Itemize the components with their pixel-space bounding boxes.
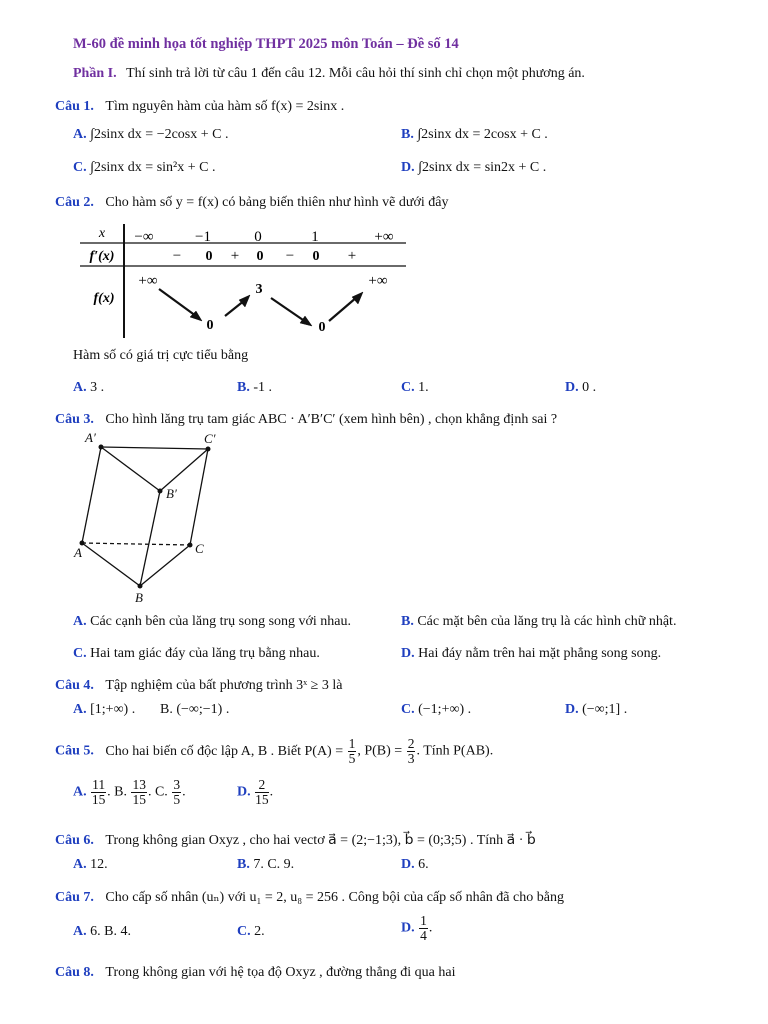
increasing-arrow: [329, 297, 357, 321]
question-6: [55, 832, 536, 849]
question-text: Trong không gian với hệ tọa độ Oxyz , đường thẳng đi qua hai: [105, 965, 456, 980]
q6-option-b[interactable]: [237, 857, 294, 873]
q6-option-d[interactable]: [401, 857, 429, 873]
question-label: Câu 8.: [55, 965, 94, 980]
option-letter: D.: [401, 920, 415, 936]
q3-option-c[interactable]: [73, 646, 320, 662]
option-letter: C.: [401, 380, 415, 395]
x-value: 1: [311, 229, 319, 245]
q6-option-a[interactable]: [73, 857, 108, 873]
option-text: ∫2sinx dx = −2cosx + C .: [90, 127, 229, 142]
fraction: $\frac{3}{5}$: [173, 777, 181, 807]
x-value: −1: [195, 229, 211, 245]
q2-option-d[interactable]: [565, 380, 596, 396]
q3-option-d[interactable]: [401, 646, 661, 662]
question-7: [55, 889, 564, 906]
option-text: 12.: [90, 857, 108, 872]
option-letter: A.: [73, 924, 87, 939]
q3-option-b[interactable]: [401, 614, 676, 630]
decreasing-arrow: [271, 298, 306, 322]
option-letter: C.: [73, 160, 87, 175]
option-letter: D.: [565, 702, 579, 717]
option-text: 1.: [418, 380, 429, 395]
question-label: Câu 4.: [55, 678, 94, 693]
vertex-label: B: [135, 590, 143, 605]
question-4: [55, 678, 342, 694]
option-letter: B.: [237, 857, 250, 872]
fraction: $\frac{13}{15}$: [132, 777, 146, 807]
q2-option-c[interactable]: [401, 380, 429, 396]
q1-option-a[interactable]: [73, 127, 228, 143]
prism-figure: [70, 430, 230, 608]
fraction: $\frac{2}{15}$: [255, 777, 269, 807]
question-8: [55, 965, 455, 981]
q1-option-b[interactable]: [401, 127, 548, 143]
option-letter: B.: [401, 127, 414, 142]
option-letter: A.: [73, 702, 87, 717]
option-letter: A.: [73, 857, 87, 872]
decreasing-arrow: [159, 289, 196, 316]
derivative-sign: +: [347, 248, 357, 264]
q4-option-a[interactable]: [73, 702, 135, 718]
option-letter: C.: [73, 646, 87, 661]
option-text: 2.: [254, 924, 265, 939]
option-text: Hai đáy nằm trên hai mặt phẳng song song.: [418, 646, 662, 661]
question-label: Câu 1.: [55, 99, 94, 114]
option-text: (−∞;1] .: [582, 702, 628, 717]
option-text: 3 .: [90, 380, 105, 395]
option-letter: A.: [73, 614, 87, 629]
derivative-sign: +: [230, 248, 240, 264]
question-text: . Tính P(AB).: [416, 743, 494, 759]
part-text: Thí sinh trả lời từ câu 1 đến câu 12. Mỗi câu hỏi thí sinh chỉ chọn một phương án.: [126, 66, 585, 81]
derivative-zero: 0: [312, 249, 320, 264]
question-text: Tập nghiệm của bất phương trình 3ˣ ≥ 3 là: [105, 678, 343, 693]
q3-option-a[interactable]: [73, 614, 351, 630]
q4-option-c[interactable]: [401, 702, 471, 718]
option-text: ∫2sinx dx = sin²x + C .: [90, 160, 216, 175]
question-label: Câu 3.: [55, 412, 94, 427]
q2-option-a[interactable]: [73, 380, 104, 396]
option-text: 0 .: [582, 380, 597, 395]
document-title: M-60 đề minh họa tốt nghiệp THPT 2025 môn Toán – Đề số 14: [73, 36, 459, 52]
question-2: [55, 195, 449, 211]
question-text: Trong không gian Oxyz , cho hai vectơ a⃗ = (2;−1;3), b⃗ = (0;3;5) . Tính a⃗ · b⃗: [105, 833, 536, 848]
question-1: [55, 99, 344, 115]
vertex-label: B′: [166, 486, 177, 501]
vertex-label: C′: [204, 431, 216, 446]
q4-option-d[interactable]: [565, 702, 627, 718]
question-text: , P(B) =: [357, 743, 403, 759]
x-value: +∞: [374, 229, 394, 245]
derivative-zero: 0: [205, 249, 213, 264]
option-letter: C.: [401, 702, 415, 717]
option-letter: D.: [565, 380, 579, 395]
question-5: [55, 737, 493, 766]
fraction: $\frac{1}{4}$: [420, 913, 427, 943]
question-text: Cho hình lăng trụ tam giác ABC · A′B′C′ (xem hình bên) , chọn khẳng định sai ?: [105, 412, 558, 427]
option-letter: A.: [73, 127, 87, 142]
q1-option-d[interactable]: [401, 160, 546, 176]
fraction: $\frac{11}{15}$: [91, 777, 106, 807]
option-letter: B.: [237, 380, 250, 395]
f-value: 3: [255, 282, 263, 297]
x-row-label: x: [98, 226, 106, 241]
part-instruction: [73, 66, 585, 82]
q5-option-d[interactable]: D. $\frac{2}{15}$ .: [237, 777, 274, 807]
option-letter: A.: [73, 784, 87, 800]
question-label: Câu 5.: [55, 743, 94, 759]
question-text: Cho hàm số y = f(x) có bảng biến thiên như hình vẽ dưới đây: [105, 195, 449, 210]
f-value: +∞: [138, 273, 158, 289]
q2-option-b[interactable]: [237, 380, 272, 396]
option-separator: . B.: [107, 784, 127, 800]
option-text: [1;+∞) .: [90, 702, 136, 717]
option-text: Hai tam giác đáy của lăng trụ bằng nhau.: [90, 646, 320, 661]
fprime-row-label: f′(x): [89, 249, 115, 264]
derivative-sign: −: [285, 248, 295, 264]
q5-options-abc[interactable]: A. $\frac{11}{15}$ . B. $\frac{13}{15}$ . C. $\frac{3}{5}$ .: [73, 777, 186, 807]
f-value: 0: [206, 318, 214, 333]
variation-table: [72, 218, 412, 343]
derivative-sign: −: [172, 248, 182, 264]
f-value: +∞: [368, 273, 388, 289]
q7-option-d[interactable]: D. $\frac{1}{4}$ .: [401, 913, 433, 943]
question-label: Câu 7.: [55, 890, 94, 905]
option-letter: D.: [237, 784, 251, 800]
question-label: Câu 6.: [55, 833, 94, 848]
q7-option-a[interactable]: [73, 924, 131, 940]
option-letter: D.: [401, 160, 415, 175]
option-letter: B.: [401, 614, 414, 629]
option-separator: . C.: [147, 784, 168, 800]
option-text: (−1;+∞) .: [418, 702, 472, 717]
derivative-zero: 0: [256, 249, 264, 264]
vertex-label: A′: [85, 430, 96, 445]
vertex-label: C: [195, 541, 204, 556]
question-text: Cho hai biến cố độc lập A, B . Biết P(A) =: [105, 743, 344, 759]
x-value: −∞: [134, 229, 154, 245]
option-text: 6.: [418, 857, 429, 872]
option-text: ∫2sinx dx = 2cosx + C .: [417, 127, 548, 142]
question-text: Cho cấp số nhân (uₙ) với u₁ = 2, u₈ = 256 . Công bội của cấp số nhân đã cho bằng: [105, 890, 564, 905]
x-value: 0: [254, 229, 262, 245]
option-letter: D.: [401, 646, 415, 661]
f-row-label: f(x): [93, 291, 115, 306]
f-value: 0: [318, 320, 326, 335]
option-text: -1 .: [253, 380, 273, 395]
option-text: B. (−∞;−1) .: [160, 702, 230, 717]
option-text: Các mặt bên của lăng trụ là các hình chữ nhật.: [417, 614, 677, 629]
q7-option-c[interactable]: [237, 924, 265, 940]
part-label: Phần I.: [73, 66, 117, 81]
option-letter: D.: [401, 857, 415, 872]
q4-option-b[interactable]: [160, 702, 229, 718]
option-text: ∫2sinx dx = sin2x + C .: [418, 160, 547, 175]
fraction: $\frac{2}{3}$: [407, 736, 415, 766]
option-letter: A.: [73, 380, 87, 395]
option-text: 7. C. 9.: [253, 857, 295, 872]
q2-question: Hàm số có giá trị cực tiểu bằng: [73, 348, 249, 363]
question-3: [55, 412, 557, 428]
question-text: Tìm nguyên hàm của hàm số f(x) = 2sinx .: [105, 99, 345, 114]
option-text: Các cạnh bên của lăng trụ song song với nhau.: [90, 614, 352, 629]
fraction: $\frac{1}{5}$: [348, 736, 356, 766]
option-text: 6. B. 4.: [90, 924, 131, 939]
q1-option-c[interactable]: [73, 160, 215, 176]
option-letter: C.: [237, 924, 251, 939]
question-label: Câu 2.: [55, 195, 94, 210]
vertex-label: A: [74, 545, 82, 560]
